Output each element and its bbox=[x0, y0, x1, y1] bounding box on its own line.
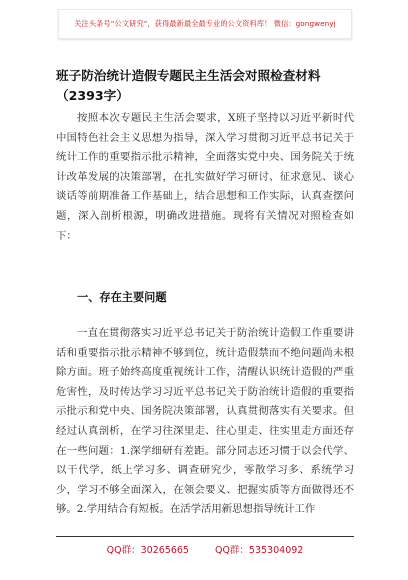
document-title: 班子防治统计造假专题民主生活会对照检查材料（2393字） bbox=[56, 68, 321, 103]
promo-banner-text: 关注头条号“公文研究”，获得最新最全最专业的公文资料库！ 微信：gongwenyj bbox=[74, 19, 336, 28]
page-footer bbox=[56, 536, 354, 556]
footer-qq-group-1: QQ群：30265665 bbox=[106, 545, 189, 556]
section-heading-problems: 一、存在主要问题 bbox=[77, 291, 167, 304]
section-body-paragraph: 一直在贯彻落实习近平总书记关于防治统计造假工作重要讲话和重要指示批示精神不够到位，统计造假禁而不绝问题尚未根除方面。班子始终高度重视统计工作，清醒认识统计造假的严重危害性，及时传达学习习近平总书记关于防治统计造假的重要指示批示和党中央、国务院决策部署，认真贯彻落实有关要求。但经过认真剖析，在学习往深里走、往心里走、往实里走方面还存在一些问题：1.深学细研有差距。部分同志还习惯于以会代学、以干代学，纸上学习多、调查研究少，零散学习多、系统学习少，学习不够全面深入，在领会要义、把握实质等方面做得还不够。2.学用结合有短板。在活学活用新思想指导统计工作 bbox=[56, 327, 354, 516]
promo-banner bbox=[58, 9, 352, 39]
footer-qq-group-2: QQ群：535304092 bbox=[214, 545, 304, 556]
intro-paragraph: 按照本次专题民主生活会要求，X班子坚持以习近平新时代中国特色社会主义思想为指导，深入学习贯彻习近平总书记关于统计工作的重要指示批示精神，全面落实党中央、国务院关于统计改革发展的决策部署，在扎实做好学习研讨、征求意见、谈心谈话等前期准备工作基础上，结合思想和工作实际，认真查摆问题，深入剖析根源，明确改进措施。现将有关情况对照检查如下： bbox=[56, 112, 354, 242]
